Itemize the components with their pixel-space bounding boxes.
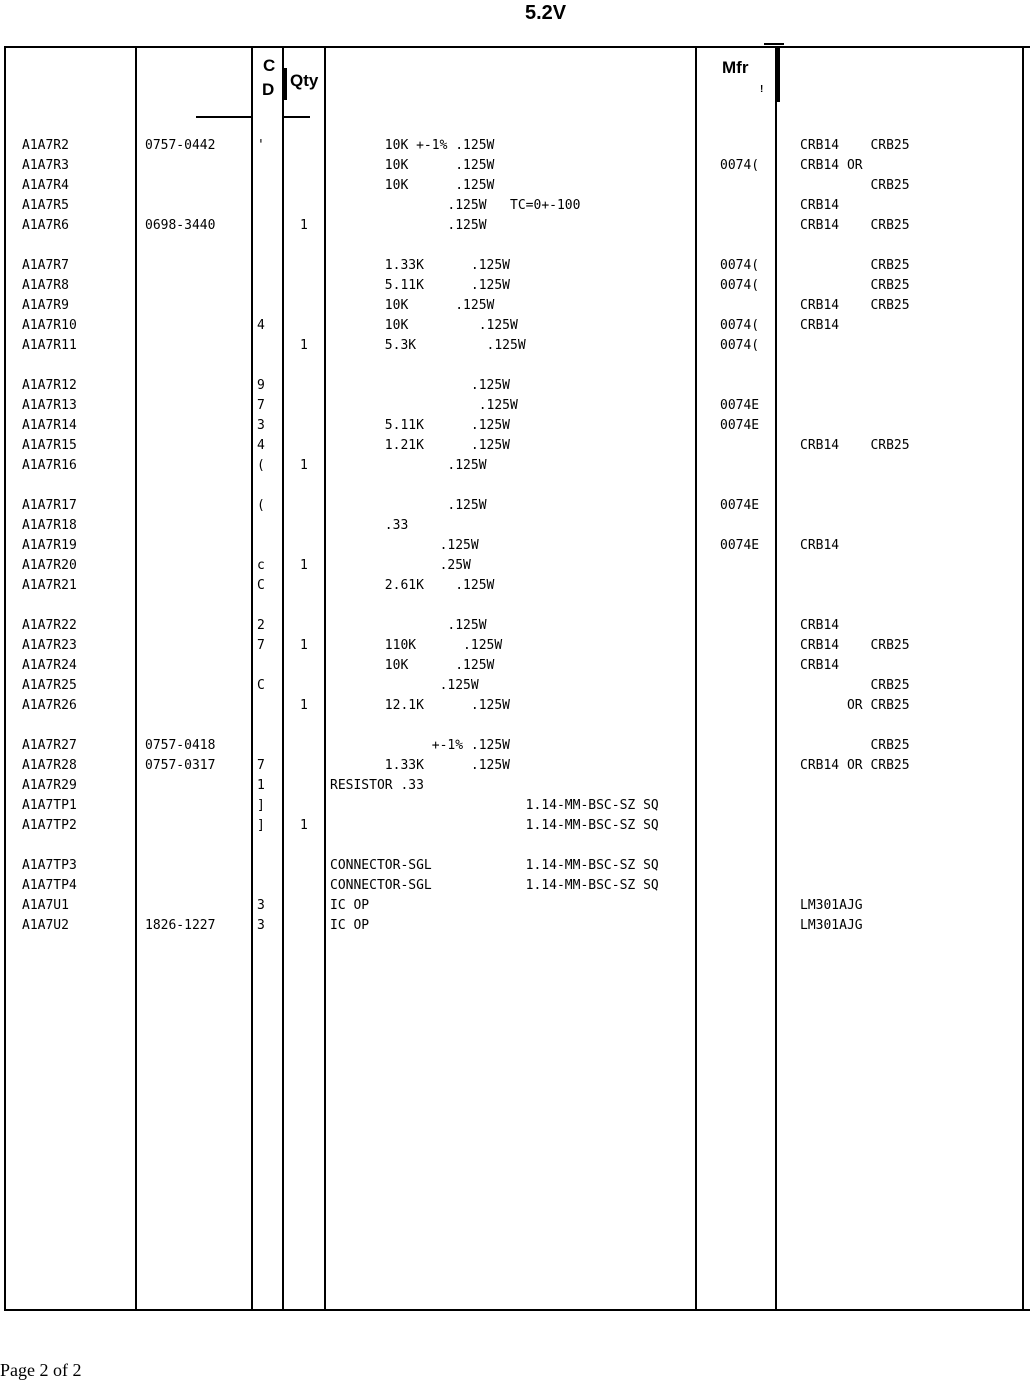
description-cell: CONNECTOR-SGL 1.14-MM-BSC-SZ SQ [330,858,659,873]
table-row [0,256,1030,276]
description-cell: .125W [330,398,518,413]
row-spacer [0,476,1030,496]
description-cell: 1.33K .125W [330,258,511,273]
mfr-part-cell: CRB14 CRB25 [800,218,910,233]
table-row [0,136,1030,156]
ref-cell: A1A7R14 [22,418,77,433]
table-row [0,816,1030,836]
cd-cell: 7 [257,638,265,653]
column-header-cd: D [262,80,275,99]
table-row [0,316,1030,336]
description-cell: 1.14-MM-BSC-SZ SQ [330,818,659,833]
part-number-cell: 1826-1227 [145,918,216,933]
mfr-code-cell: 0074( [720,338,760,353]
ref-cell: A1A7TP4 [22,878,77,893]
ref-cell: A1A7TP3 [22,858,77,873]
mfr-part-cell: CRB14 OR [800,158,863,173]
ref-cell: A1A7R13 [22,398,77,413]
description-cell: 10K .125W [330,658,495,673]
header-mark [764,43,784,45]
cd-cell: ( [257,498,265,513]
ref-cell: A1A7R15 [22,438,77,453]
mfr-part-cell: CRB14 [800,318,840,333]
table-row [0,156,1030,176]
description-cell: IC OP [330,918,370,933]
table-row [0,196,1030,216]
mfr-part-cell: CRB14 CRB25 [800,438,910,453]
mfr-part-cell: CRB14 OR CRB25 [800,758,910,773]
table-row [0,796,1030,816]
table-row [0,276,1030,296]
column-header-qty: Qty [290,71,319,90]
ref-cell: A1A7R24 [22,658,77,673]
cd-cell: C [257,578,265,593]
ref-cell: A1A7R10 [22,318,77,333]
description-cell: IC OP [330,898,370,913]
table-row [0,376,1030,396]
ref-cell: A1A7TP1 [22,798,77,813]
ref-cell: A1A7R3 [22,158,69,173]
mfr-part-cell: LM301AJG [800,918,863,933]
mfr-code-cell: 0074E [720,398,760,413]
ref-cell: A1A7R16 [22,458,77,473]
ref-cell: A1A7R29 [22,778,77,793]
ref-cell: A1A7R8 [22,278,69,293]
ref-cell: A1A7TP2 [22,818,77,833]
mfr-code-cell: 0074( [720,278,760,293]
description-cell: CONNECTOR-SGL 1.14-MM-BSC-SZ SQ [330,878,659,893]
ref-cell: A1A7R17 [22,498,77,513]
ref-cell: A1A7R20 [22,558,77,573]
ref-cell: A1A7R27 [22,738,77,753]
qty-cell: 1 [300,558,308,573]
table-row [0,896,1030,916]
description-cell: +-1% .125W [330,738,511,753]
ref-cell: A1A7R26 [22,698,77,713]
ref-cell: A1A7R2 [22,138,69,153]
qty-cell: 1 [300,338,308,353]
mfr-part-cell: OR CRB25 [800,698,910,713]
description-cell: RESISTOR .33 [330,778,424,793]
description-cell: 10K .125W [330,158,495,173]
column-header-mfr-code: ! [760,84,764,95]
description-cell: 12.1K .125W [330,698,511,713]
description-cell: 110K .125W [330,638,503,653]
qty-cell: 1 [300,638,308,653]
description-cell: .25W [330,558,471,573]
ref-cell: A1A7R21 [22,578,77,593]
table-row [0,756,1030,776]
table-row [0,176,1030,196]
description-cell: 5.11K .125W [330,418,511,433]
description-cell: .125W [330,678,479,693]
qty-cell: 1 [300,698,308,713]
mfr-part-cell: CRB25 [800,278,910,293]
mfr-part-cell: CRB14 [800,198,840,213]
cd-cell: 3 [257,418,265,433]
description-cell: .125W [330,498,487,513]
description-cell: .125W [330,458,487,473]
ref-cell: A1A7R23 [22,638,77,653]
mfr-part-cell: LM301AJG [800,898,863,913]
table-row [0,436,1030,456]
qty-cell: 1 [300,458,308,473]
description-cell: 10K +-1% .125W [330,138,495,153]
header-underline [283,116,310,118]
ref-cell: A1A7U1 [22,898,69,913]
mfr-part-cell: CRB14 CRB25 [800,138,910,153]
table-row [0,296,1030,316]
description-cell: .125W [330,218,487,233]
cd-cell: 1 [257,778,265,793]
cd-cell: 3 [257,898,265,913]
mfr-part-cell: CRB14 CRB25 [800,298,910,313]
mfr-part-cell: CRB14 [800,658,840,673]
table-row [0,416,1030,436]
ref-cell: A1A7R11 [22,338,77,353]
row-spacer [0,236,1030,256]
ref-cell: A1A7R19 [22,538,77,553]
description-cell: 10K .125W [330,318,518,333]
table-row [0,516,1030,536]
ref-cell: A1A7R22 [22,618,77,633]
description-cell: .125W TC=0+-100 [330,198,581,213]
ref-cell: A1A7R6 [22,218,69,233]
header-underline [196,116,252,118]
table-row [0,636,1030,656]
mfr-part-cell: CRB14 [800,538,840,553]
part-number-cell: 0698-3440 [145,218,216,233]
table-row [0,576,1030,596]
mfr-code-cell: 0074E [720,538,760,553]
table-row [0,556,1030,576]
page-title: 5.2V [525,2,567,24]
table-row [0,776,1030,796]
table-row [0,916,1030,936]
table-row [0,396,1030,416]
part-number-cell: 0757-0418 [145,738,216,753]
table-row [0,216,1030,236]
table-top-border [4,46,1030,48]
cd-cell: ' [257,138,265,153]
cd-cell: C [257,678,265,693]
mfr-code-cell: 0074( [720,258,760,273]
ref-cell: A1A7R25 [22,678,77,693]
table-row [0,656,1030,676]
mfr-code-cell: 0074E [720,418,760,433]
mfr-part-cell: CRB25 [800,738,910,753]
table-bottom-border [4,1309,1030,1311]
ref-cell: A1A7U2 [22,918,69,933]
qty-cell: 1 [300,218,308,233]
description-cell: 5.3K .125W [330,338,526,353]
mfr-code-cell: 0074E [720,498,760,513]
ref-cell: A1A7R4 [22,178,69,193]
row-spacer [0,836,1030,856]
description-cell: 10K .125W [330,178,495,193]
mfr-code-cell: 0074( [720,158,760,173]
table-row [0,856,1030,876]
description-cell: .125W [330,378,511,393]
cd-cell: 7 [257,398,265,413]
ref-cell: A1A7R12 [22,378,77,393]
table-row [0,536,1030,556]
row-spacer [0,716,1030,736]
part-number-cell: 0757-0317 [145,758,216,773]
table-row [0,496,1030,516]
column-header-mfr: Mfr [722,58,749,77]
mfr-code-cell: 0074( [720,318,760,333]
description-cell: 1.33K .125W [330,758,511,773]
cd-cell: 9 [257,378,265,393]
cd-cell: 2 [257,618,265,633]
description-cell: .33 [330,518,409,533]
table-row [0,876,1030,896]
part-number-cell: 0757-0442 [145,138,216,153]
description-cell: 10K .125W [330,298,495,313]
cd-cell: ] [257,818,265,833]
page-number: Page 2 of 2 [0,1360,82,1380]
column-header-cd: C [263,56,276,75]
cd-cell: 3 [257,918,265,933]
ref-cell: A1A7R5 [22,198,69,213]
cd-cell: ] [257,798,265,813]
description-cell: .125W [330,618,487,633]
table-row [0,696,1030,716]
mfr-part-cell: CRB25 [800,678,910,693]
parts-list [0,136,1030,936]
description-cell: 5.11K .125W [330,278,511,293]
row-spacer [0,356,1030,376]
table-row [0,336,1030,356]
cd-cell: ( [257,458,265,473]
cd-cell: 7 [257,758,265,773]
description-cell: .125W [330,538,479,553]
mfr-part-cell: CRB14 CRB25 [800,638,910,653]
description-cell: 1.21K .125W [330,438,511,453]
qty-cell: 1 [300,818,308,833]
mfr-part-cell: CRB25 [800,178,910,193]
ref-cell: A1A7R7 [22,258,69,273]
ref-cell: A1A7R9 [22,298,69,313]
table-row [0,456,1030,476]
ref-cell: A1A7R28 [22,758,77,773]
description-cell: 1.14-MM-BSC-SZ SQ [330,798,659,813]
mfr-part-cell: CRB25 [800,258,910,273]
table-row [0,676,1030,696]
cd-cell: 4 [257,318,265,333]
table-row [0,736,1030,756]
header-mark [777,46,780,102]
mfr-part-cell: CRB14 [800,618,840,633]
cd-cell: 4 [257,438,265,453]
table-row [0,616,1030,636]
row-spacer [0,596,1030,616]
cd-cell: c [257,558,265,573]
ref-cell: A1A7R18 [22,518,77,533]
header-mark [284,68,287,100]
description-cell: 2.61K .125W [330,578,495,593]
